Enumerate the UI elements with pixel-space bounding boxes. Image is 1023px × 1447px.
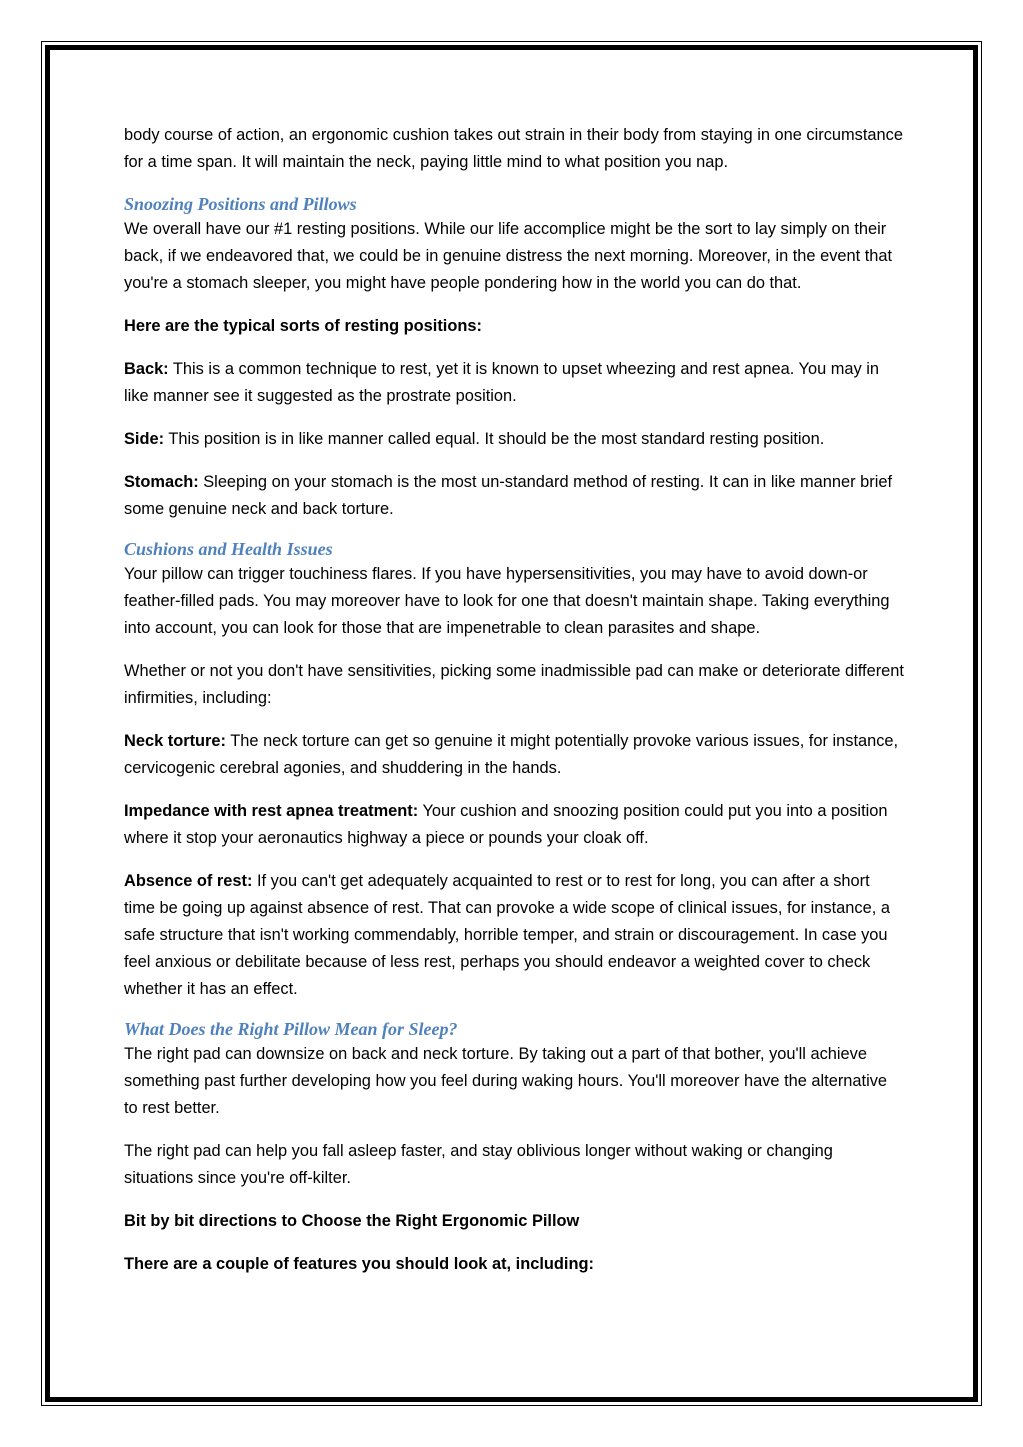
list-intro-bold: Here are the typical sorts of resting positions: (124, 317, 482, 335)
position-term-back: Back: (124, 360, 169, 378)
section-heading-cushions-health: Cushions and Health Issues (124, 539, 333, 559)
section1-list-intro (124, 313, 904, 340)
issue-text-neck-torture: The neck torture can get so genuine it might potentially provoke various issues, for instance, cervicogenic cerebral agonies, and shuddering in the hands. (124, 732, 899, 777)
issue-text-absence-of-rest: If you can't get adequately acquainted to rest or to rest for long, you can after a short time be going up against absence of rest. That can provoke a wide scope of clinical issues, for instance, a safe structure that isn't working commendably, horrible temper, and strain or discouragement. In case you feel anxious or debilitate because of less rest, perhaps you should endeavor a weighted cover to check whether it has an effect. (124, 872, 890, 998)
section-heading-snoozing-positions: Snoozing Positions and Pillows (124, 194, 357, 214)
position-term-side: Side: (124, 430, 165, 448)
section2-paragraph-1: Your pillow can trigger touchiness flares. If you have hypersensitivities, you may have to avoid down-or feather-filled pads. You may moreover have to look for one that doesn't maintain shape. Taking everything into account, you can look for those that are impenetrable to clean parasites and shape. (124, 565, 890, 637)
position-text-back: This is a common technique to rest, yet it is known to upset wheezing and rest apnea. You may in like manner see it suggested as the prostrate position. (124, 360, 880, 405)
position-item-back (124, 356, 904, 410)
intro-paragraph: body course of action, an ergonomic cushion takes out strain in their body from staying in one circumstance for a time span. It will maintain the neck, paying little mind to what position you nap. (124, 126, 903, 171)
section3-bold-heading-2 (124, 1251, 904, 1278)
issue-term-neck-torture: Neck torture: (124, 732, 227, 750)
position-item-stomach (124, 469, 904, 523)
position-text-side: This position is in like manner called equal. It should be the most standard resting position. (164, 430, 825, 448)
position-item-side (124, 426, 904, 453)
document-body (124, 122, 904, 1294)
features-heading: There are a couple of features you should look at, including: (124, 1255, 594, 1273)
section3-bold-heading-1 (124, 1208, 904, 1235)
issue-item-sleep-apnea (124, 798, 904, 852)
issue-term-absence-of-rest: Absence of rest: (124, 872, 253, 890)
section2-paragraph-2: Whether or not you don't have sensitivities, picking some inadmissible pad can make or deteriorate different infirmities, including: (124, 662, 904, 707)
section3-paragraph-1: The right pad can downsize on back and neck torture. By taking out a part of that bother, you'll achieve something past further developing how you feel during waking hours. You'll moreover have the alternative to rest better. (124, 1045, 888, 1117)
directions-heading: Bit by bit directions to Choose the Right Ergonomic Pillow (124, 1212, 580, 1230)
section1-paragraph: We overall have our #1 resting positions. While our life accomplice might be the sort to lay simply on their back, if we endeavored that, we could be in genuine distress the next morning. Moreover, in the event that you're a stomach sleeper, you might have people pondering how in the world you can do that. (124, 220, 893, 292)
issue-text-sleep-apnea: Your cushion and snoozing position could put you into a position where it stop your aeronautics highway a piece or pounds your cloak off. (124, 802, 888, 847)
position-term-stomach: Stomach: (124, 473, 199, 491)
section3-paragraph-2: The right pad can help you fall asleep faster, and stay oblivious longer without waking or changing situations since you're off-kilter. (124, 1142, 833, 1187)
issue-term-sleep-apnea: Impedance with rest apnea treatment: (124, 802, 419, 820)
issue-item-neck-torture (124, 728, 904, 782)
position-text-stomach: Sleeping on your stomach is the most un-standard method of resting. It can in like manner brief some genuine neck and back torture. (124, 473, 893, 518)
issue-item-absence-of-rest (124, 868, 904, 1003)
section-heading-right-pillow: What Does the Right Pillow Mean for Sleep? (124, 1019, 458, 1039)
